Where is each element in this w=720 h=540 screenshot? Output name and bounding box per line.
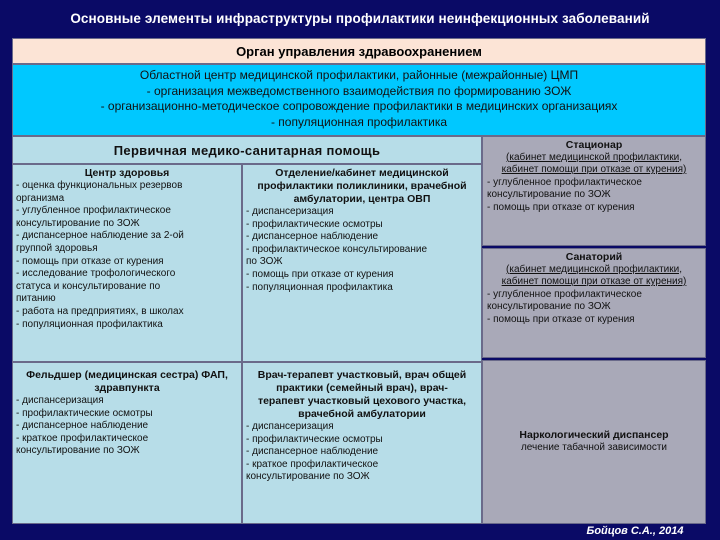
health-center-title: Центр здоровья xyxy=(84,167,170,179)
health-center-box xyxy=(12,164,242,362)
feldsher-item: - краткое профилактическое xyxy=(16,432,149,444)
hospital-box xyxy=(482,136,706,246)
regional-center-line: - организация межведомственного взаимодействия по формированию ЗОЖ xyxy=(146,83,572,98)
general-practitioner-item: - диспансеризация xyxy=(246,421,334,432)
health-center-item: - углубленное профилактическое xyxy=(16,205,171,217)
feldsher-item: - диспансерное наблюдение xyxy=(16,420,149,432)
health-center-item: консультирование по ЗОЖ xyxy=(16,217,140,229)
narcology-title: Наркологический диспансер xyxy=(519,429,669,442)
governance-box: Орган управления здравоохранением xyxy=(12,38,706,64)
sanatorium-box xyxy=(482,248,706,358)
health-center-item: - исследование трофологического xyxy=(16,268,176,280)
prevention-department-title: Отделение/кабинет медицинской профилактики поликлиники, врачебной амбулатории, центра ОВП xyxy=(257,167,467,205)
slide-title: Основные элементы инфраструктуры профилактики неинфекционных заболеваний xyxy=(70,10,650,26)
sanatorium-item: - углубленное профилактическое xyxy=(487,288,642,300)
narcology-box xyxy=(482,360,706,524)
hospital-title: Стационар xyxy=(565,139,623,151)
feldsher-item: - диспансеризация xyxy=(16,395,104,406)
health-center-item: группой здоровья xyxy=(16,242,98,254)
general-practitioner-title: Врач-терапевт участковый, врач общей практики (семейный врач), врач-терапевт участковый цехового участка, врачебной амбулатории xyxy=(257,369,467,420)
general-practitioner-box xyxy=(242,362,482,524)
health-center-item: статуса и консультирование по xyxy=(16,280,161,292)
hospital-item: консультирование по ЗОЖ xyxy=(487,189,611,201)
hospital-subtitle: (кабинет медицинской профилактики, кабинет помощи при отказе от курения) xyxy=(501,151,687,176)
sanatorium-item: - помощь при отказе от курения xyxy=(487,313,635,325)
prevention-department-item: по ЗОЖ xyxy=(246,256,283,268)
prevention-department-item: - профилактическое консультирование xyxy=(246,243,428,255)
prevention-department-item: - диспансерное наблюдение xyxy=(246,231,379,243)
narcology-subtitle: лечение табачной зависимости xyxy=(520,442,668,453)
general-practitioner-item: консультирование по ЗОЖ xyxy=(246,471,370,483)
health-center-item: - помощь при отказе от курения xyxy=(16,255,164,267)
health-center-item: - диспансерное наблюдение за 2-ой xyxy=(16,230,184,242)
general-practitioner-item: - диспансерное наблюдение xyxy=(246,446,379,458)
sanatorium-item: консультирование по ЗОЖ xyxy=(487,301,611,313)
prevention-department-item: - помощь при отказе от курения xyxy=(246,268,394,280)
hospital-item: - углубленное профилактическое xyxy=(487,176,642,188)
feldsher-title: Фельдшер (медицинская сестра) ФАП, здравпункта xyxy=(26,369,228,394)
author-credit: Бойцов С.А., 2014 xyxy=(586,525,684,537)
health-center-item: организма xyxy=(16,192,65,204)
hospital-item: - помощь при отказе от курения xyxy=(487,201,635,213)
health-center-item: - популяционная профилактика xyxy=(16,318,163,330)
feldsher-item: - профилактические осмотры xyxy=(16,407,153,419)
prevention-department-item: - популяционная профилактика xyxy=(246,281,393,293)
regional-center-box xyxy=(12,64,706,136)
health-center-item: питанию xyxy=(16,293,56,305)
sanatorium-subtitle: (кабинет медицинской профилактики, кабинет помощи при отказе от курения) xyxy=(501,263,687,288)
feldsher-box xyxy=(12,362,242,524)
sanatorium-title: Санаторий xyxy=(565,251,623,263)
feldsher-item: консультирование по ЗОЖ xyxy=(16,445,140,457)
regional-center-line: - организационно-методическое сопровождение профилактики в медицинских организациях xyxy=(100,99,618,113)
prevention-department-box xyxy=(242,164,482,362)
health-center-item: - оценка функциональных резервов xyxy=(16,180,183,191)
general-practitioner-item: - краткое профилактическое xyxy=(246,458,379,470)
prevention-department-item: - диспансеризация xyxy=(246,206,334,217)
regional-center-line: - популяционная профилактика xyxy=(270,114,448,129)
pmsp-heading: Первичная медико-санитарная помощь xyxy=(12,136,482,164)
prevention-department-item: - профилактические осмотры xyxy=(246,218,383,230)
general-practitioner-item: - профилактические осмотры xyxy=(246,433,383,445)
health-center-item: - работа на предприятиях, в школах xyxy=(16,305,184,317)
regional-center-line: Областной центр медицинской профилактики, районные (межрайонные) ЦМП xyxy=(139,68,579,82)
